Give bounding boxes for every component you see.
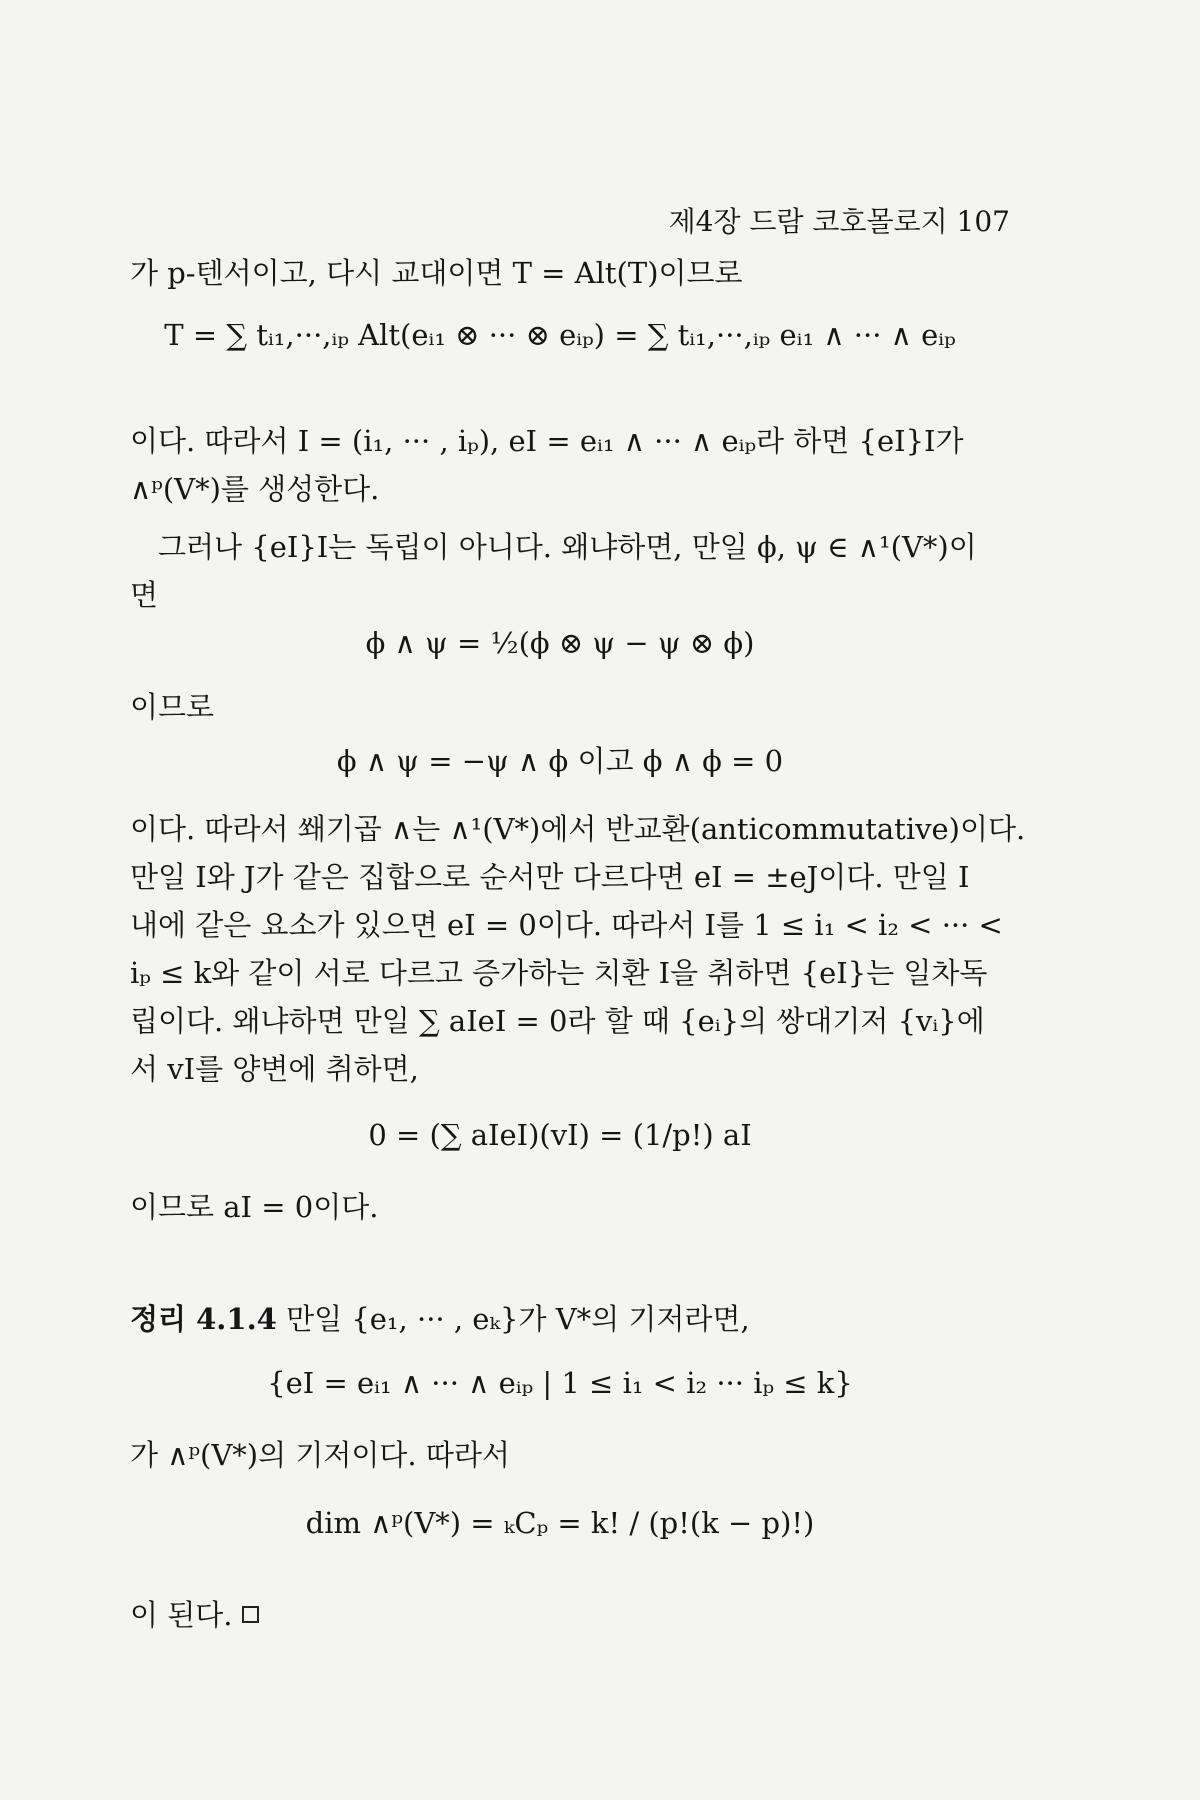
text-line: 면: [130, 578, 159, 612]
text-line: 이므로: [130, 690, 215, 724]
theorem-statement: [130, 1296, 750, 1342]
equation-coefficients: 0 = (∑ aIeI)(vI) = (1/p!) aI: [368, 1118, 752, 1152]
equation-anticommutative: ϕ ∧ ψ = −ψ ∧ ϕ 이고 ϕ ∧ ϕ = 0: [336, 744, 784, 778]
theorem-text: 만일 {e₁, ··· , eₖ}가 V*의 기저라면,: [276, 1302, 750, 1336]
text-line: 가 ∧ᵖ(V*)의 기저이다. 따라서: [130, 1438, 510, 1472]
text-line: ∧ᵖ(V*)를 생성한다.: [130, 472, 380, 506]
text-line: 서 vI를 양변에 취하면,: [130, 1052, 419, 1086]
text-line: iₚ ≤ k와 같이 서로 다르고 증가하는 치환 I을 취하면 {eI}는 일차독: [130, 956, 988, 990]
equation-dimension: dim ∧ᵖ(V*) = ₖCₚ = k! / (p!(k − p)!): [305, 1506, 815, 1540]
text-line: 립이다. 왜냐하면 만일 ∑ aIeI = 0라 할 때 {eᵢ}의 쌍대기저 {vᵢ}에: [130, 1004, 985, 1038]
equation-basis-set: {eI = eᵢ₁ ∧ ··· ∧ eᵢₚ | 1 ≤ i₁ < i₂ ··· iₚ ≤ k}: [267, 1366, 853, 1400]
final-text: 이 된다.: [130, 1598, 233, 1632]
equation-tensor-sum: T = ∑ tᵢ₁,···,ᵢₚ Alt(eᵢ₁ ⊗ ··· ⊗ eᵢₚ) = ∑ tᵢ₁,···,ᵢₚ eᵢ₁ ∧ ··· ∧ eᵢₚ: [164, 318, 956, 352]
text-line: 가 p-텐서이고, 다시 교대이면 T = Alt(T)이므로: [130, 256, 743, 290]
text-line: 이다. 따라서 I = (i₁, ··· , iₚ), eI = eᵢ₁ ∧ ··· ∧ eᵢₚ라 하면 {eI}I가: [130, 424, 964, 458]
text-line: 이다. 따라서 쐐기곱 ∧는 ∧¹(V*)에서 반교환(anticommutative)이다.: [130, 812, 1026, 846]
running-header: 제4장 드람 코호몰로지 107: [668, 205, 1010, 238]
text-line: 만일 I와 J가 같은 집합으로 순서만 다르다면 eI = ±eJ이다. 만일 I: [130, 860, 970, 894]
text-line: 그러나 {eI}I는 독립이 아니다. 왜냐하면, 만일 ϕ, ψ ∈ ∧¹(V*)이: [158, 530, 977, 564]
text-line: 이므로 aI = 0이다.: [130, 1190, 379, 1224]
equation-wedge-definition: ϕ ∧ ψ = ½(ϕ ⊗ ψ − ψ ⊗ ϕ): [365, 626, 755, 660]
qed-square-icon: [242, 1606, 259, 1623]
text-line: 내에 같은 요소가 있으면 eI = 0이다. 따라서 I를 1 ≤ i₁ < i₂ < ··· <: [130, 908, 1003, 942]
text-line-final: [130, 1592, 259, 1638]
theorem-label: 정리 4.1.4: [130, 1302, 277, 1336]
